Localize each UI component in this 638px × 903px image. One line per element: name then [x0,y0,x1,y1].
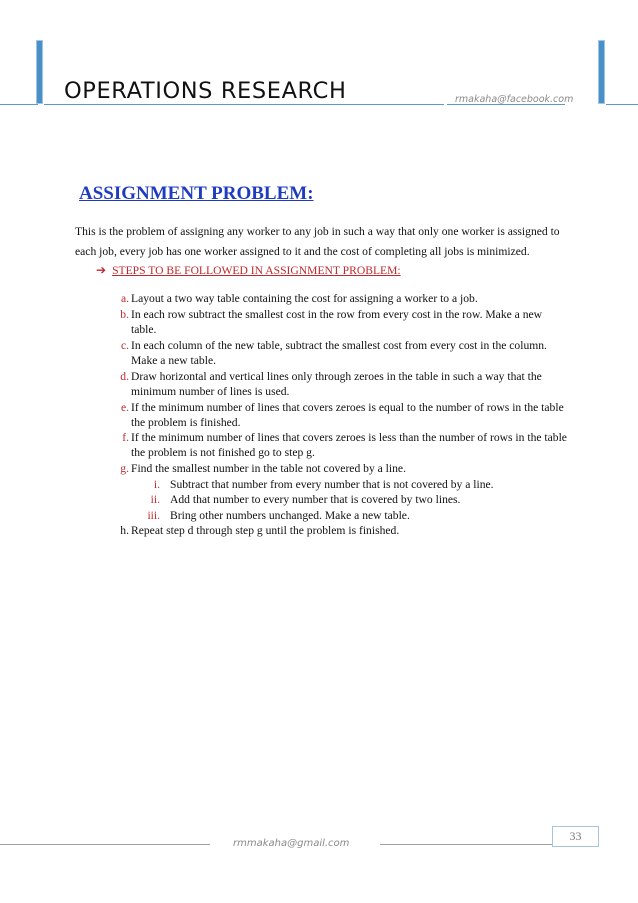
steps-heading: STEPS TO BE FOLLOWED IN ASSIGNMENT PROBLEM: [112,264,401,277]
step-item-g [107,461,567,476]
step-text: In each row subtract the smallest cost in the row from every cost in the row. Make a new table. [131,308,543,337]
step-marker: g. [120,462,129,475]
footer-rule-right [380,844,552,845]
substep-item-i [110,477,550,492]
steps-heading-row [96,263,401,277]
step-item-a [107,291,567,306]
step-item-e [107,400,567,431]
right-arrow-icon: ➔ [96,263,107,277]
header-email: rmakaha@facebook.com [455,94,574,105]
step-item-b [107,307,567,338]
footer-email: rmmakaha@gmail.com [233,838,350,849]
step-text: In each column of the new table, subtract the smallest cost from every cost in the column. Make a new table. [131,339,547,368]
header-right-bar-icon [598,40,605,104]
substep-item-ii [110,492,550,507]
step-marker: c. [120,339,129,352]
page-header-title: OPERATIONS RESEARCH [64,78,347,104]
substep-text: Add that number to every number that is covered by two lines. [170,493,461,506]
step-text: Draw horizontal and vertical lines only through zeroes in the table in such a way that the minimum number of lines is used. [131,370,542,399]
step-item-h [107,523,567,538]
step-marker: b. [120,308,129,321]
substep-marker: i. [153,478,160,491]
substep-marker: ii. [150,493,160,506]
section-title: ASSIGNMENT PROBLEM: [79,183,314,204]
step-text: Repeat step d through step g until the problem is finished. [131,524,400,537]
substep-item-iii [110,508,550,523]
intro-line-1: This is the problem of assigning any worker to any job in such a way that only one worker is assigned to [75,225,560,238]
header-left-bar-icon [36,40,43,104]
step-marker: f. [122,431,129,444]
step-marker: d. [120,370,129,383]
step-marker: e. [120,401,129,414]
step-marker: h. [120,524,129,537]
header-rule-left [0,104,38,105]
intro-paragraph [75,222,575,261]
step-text: Layout a two way table containing the cost for assigning a worker to a job. [131,292,478,305]
header-rule-right [606,104,638,105]
step-item-d [107,369,567,400]
substep-text: Bring other numbers unchanged. Make a new table. [170,509,410,522]
intro-line-2: each job, every job has one worker assigned to it and the cost of completing all jobs is minimized. [75,244,530,258]
step-marker: a. [120,292,129,305]
step-item-c [107,338,567,369]
footer-rule-left [0,844,210,845]
step-text: Find the smallest number in the table not covered by a line. [131,462,406,475]
step-text: If the minimum number of lines that covers zeroes is less than the number of rows in the table the problem is not finished go to step g. [131,431,567,460]
header-rule-middle [44,104,444,105]
substep-marker: iii. [147,509,160,522]
page-number: 33 [552,826,599,847]
step-text: If the minimum number of lines that covers zeroes is equal to the number of rows in the table the problem is finished. [131,401,564,430]
step-item-f [107,430,567,461]
substep-text: Subtract that number from every number that is not covered by a line. [170,478,494,491]
